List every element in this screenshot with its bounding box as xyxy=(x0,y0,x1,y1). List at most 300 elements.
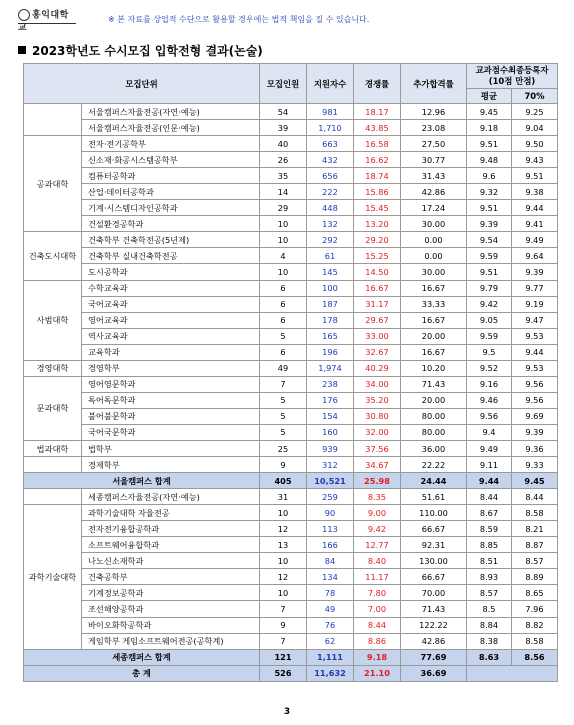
header-grade-line1: 교과점수최종등록자 xyxy=(475,65,549,75)
ratio-cell: 15.86 xyxy=(354,184,401,200)
ratio-cell: 40.29 xyxy=(354,360,401,376)
table-row xyxy=(24,505,558,521)
avg-cell: 8.57 xyxy=(467,585,512,601)
quota-cell: 6 xyxy=(260,296,307,312)
ratio-cell: 7.80 xyxy=(354,585,401,601)
college-cell xyxy=(24,457,82,473)
dept-cell: 건축공학부 xyxy=(82,569,260,585)
quota-cell: 25 xyxy=(260,440,307,456)
applicants-cell: 78 xyxy=(307,585,354,601)
dept-cell: 나노신소재학과 xyxy=(82,553,260,569)
avg-cell: 9.42 xyxy=(467,296,512,312)
ratio-cell: 14.50 xyxy=(354,264,401,280)
ratio-cell: 8.44 xyxy=(354,617,401,633)
p70-cell: 8.89 xyxy=(512,569,558,585)
extra-rate-cell: 71.43 xyxy=(401,376,467,392)
applicants-cell: 134 xyxy=(307,569,354,585)
results-table-body xyxy=(24,104,558,682)
dept-cell: 전자·전기공학부 xyxy=(82,136,260,152)
avg-cell: 9.51 xyxy=(467,136,512,152)
table-row xyxy=(24,184,558,200)
quota-cell: 10 xyxy=(260,505,307,521)
dept-cell: 불어불문학과 xyxy=(82,408,260,424)
extra-rate-cell: 16.67 xyxy=(401,280,467,296)
extra-rate-cell: 66.67 xyxy=(401,569,467,585)
p70-cell: 8.44 xyxy=(512,489,558,505)
sejong-total-row xyxy=(24,649,558,665)
avg-cell: 9.59 xyxy=(467,328,512,344)
p70-cell: 9.04 xyxy=(512,120,558,136)
table-row xyxy=(24,216,558,232)
table-row xyxy=(24,264,558,280)
dept-cell: 경제학부 xyxy=(82,457,260,473)
applicants-cell: 165 xyxy=(307,328,354,344)
dept-cell: 국어교육과 xyxy=(82,296,260,312)
quota-cell: 5 xyxy=(260,392,307,408)
p70-cell: 9.77 xyxy=(512,280,558,296)
quota-cell: 12 xyxy=(260,569,307,585)
sejong-total-row-label: 세종캠퍼스 합계 xyxy=(24,649,260,665)
quota-cell: 7 xyxy=(260,376,307,392)
dept-cell: 게임학부 게임소프트웨어전공(공학계) xyxy=(82,633,260,649)
p70-cell: 9.25 xyxy=(512,104,558,120)
p70-cell: 9.56 xyxy=(512,376,558,392)
ratio-cell: 11.17 xyxy=(354,569,401,585)
avg-cell: 9.51 xyxy=(467,264,512,280)
avg-cell: 9.5 xyxy=(467,344,512,360)
p70-cell: 9.47 xyxy=(512,312,558,328)
applicants-cell: 448 xyxy=(307,200,354,216)
avg-cell: 8.44 xyxy=(467,489,512,505)
ratio-cell: 32.00 xyxy=(354,424,401,440)
p70-cell: 9.43 xyxy=(512,152,558,168)
dept-cell: 신소재·화공시스템공학부 xyxy=(82,152,260,168)
page-title xyxy=(18,42,263,59)
quota-cell: 35 xyxy=(260,168,307,184)
sejong-total-row-p70: 8.56 xyxy=(512,649,558,665)
p70-cell: 9.39 xyxy=(512,264,558,280)
ratio-cell: 18.17 xyxy=(354,104,401,120)
college-cell xyxy=(24,489,82,505)
grand-total-row xyxy=(24,665,558,681)
college-cell: 사범대학 xyxy=(24,280,82,360)
extra-rate-cell: 42.86 xyxy=(401,633,467,649)
sejong-total-row-quota: 121 xyxy=(260,649,307,665)
applicants-cell: 49 xyxy=(307,601,354,617)
seoul-total-row-applicants: 10,521 xyxy=(307,473,354,489)
quota-cell: 7 xyxy=(260,601,307,617)
p70-cell: 9.44 xyxy=(512,200,558,216)
avg-cell: 9.05 xyxy=(467,312,512,328)
ratio-cell: 29.67 xyxy=(354,312,401,328)
applicants-cell: 238 xyxy=(307,376,354,392)
p70-cell: 9.33 xyxy=(512,457,558,473)
table-row xyxy=(24,408,558,424)
dept-cell: 국어국문학과 xyxy=(82,424,260,440)
ratio-cell: 18.74 xyxy=(354,168,401,184)
avg-cell: 9.16 xyxy=(467,376,512,392)
dept-cell: 경영학부 xyxy=(82,360,260,376)
avg-cell: 8.5 xyxy=(467,601,512,617)
table-row xyxy=(24,424,558,440)
dept-cell: 바이오화학공학과 xyxy=(82,617,260,633)
university-logo xyxy=(18,9,76,33)
applicants-cell: 160 xyxy=(307,424,354,440)
applicants-cell: 292 xyxy=(307,232,354,248)
avg-cell: 9.51 xyxy=(467,200,512,216)
applicants-cell: 1,710 xyxy=(307,120,354,136)
avg-cell: 8.93 xyxy=(467,569,512,585)
applicants-cell: 76 xyxy=(307,617,354,633)
header-grade-group xyxy=(467,64,558,89)
results-table xyxy=(23,63,558,682)
dept-cell: 조선해양공학과 xyxy=(82,601,260,617)
table-row xyxy=(24,360,558,376)
header-unit: 모집단위 xyxy=(24,64,260,104)
college-cell: 공과대학 xyxy=(24,136,82,232)
table-row xyxy=(24,344,558,360)
dept-cell: 건축학부 실내건축학전공 xyxy=(82,248,260,264)
seoul-total-row xyxy=(24,473,558,489)
table-row xyxy=(24,280,558,296)
college-cell xyxy=(24,104,82,136)
extra-rate-cell: 130.00 xyxy=(401,553,467,569)
p70-cell: 9.19 xyxy=(512,296,558,312)
avg-cell: 9.52 xyxy=(467,360,512,376)
extra-rate-cell: 17.24 xyxy=(401,200,467,216)
avg-cell: 9.49 xyxy=(467,440,512,456)
ratio-cell: 8.86 xyxy=(354,633,401,649)
applicants-cell: 939 xyxy=(307,440,354,456)
table-row xyxy=(24,457,558,473)
dept-cell: 법학부 xyxy=(82,440,260,456)
header-extra: 추가합격률 xyxy=(401,64,467,104)
seoul-total-row-extra: 24.44 xyxy=(401,473,467,489)
dept-cell: 컴퓨터공학과 xyxy=(82,168,260,184)
table-row xyxy=(24,633,558,649)
avg-cell: 9.6 xyxy=(467,168,512,184)
quota-cell: 10 xyxy=(260,264,307,280)
applicants-cell: 432 xyxy=(307,152,354,168)
ratio-cell: 9.42 xyxy=(354,521,401,537)
grand-total-row-applicants: 11,632 xyxy=(307,665,354,681)
quota-cell: 6 xyxy=(260,344,307,360)
table-row xyxy=(24,617,558,633)
extra-rate-cell: 110.00 xyxy=(401,505,467,521)
extra-rate-cell: 31.43 xyxy=(401,168,467,184)
extra-rate-cell: 12.96 xyxy=(401,104,467,120)
dept-cell: 서울캠퍼스자율전공(자연·예능) xyxy=(82,104,260,120)
avg-cell: 9.56 xyxy=(467,408,512,424)
extra-rate-cell: 80.00 xyxy=(401,424,467,440)
dept-cell: 건축학부 건축학전공(5년제) xyxy=(82,232,260,248)
grand-total-row-label: 총 계 xyxy=(24,665,260,681)
applicants-cell: 222 xyxy=(307,184,354,200)
applicants-cell: 178 xyxy=(307,312,354,328)
p70-cell: 9.56 xyxy=(512,392,558,408)
dept-cell: 독어독문학과 xyxy=(82,392,260,408)
table-row xyxy=(24,120,558,136)
p70-cell: 8.65 xyxy=(512,585,558,601)
p70-cell: 8.58 xyxy=(512,505,558,521)
p70-cell: 9.41 xyxy=(512,216,558,232)
ratio-cell: 8.35 xyxy=(354,489,401,505)
dept-cell: 과학기술대학 자율전공 xyxy=(82,505,260,521)
ratio-cell: 34.00 xyxy=(354,376,401,392)
dept-cell: 기계정보공학과 xyxy=(82,585,260,601)
applicants-cell: 656 xyxy=(307,168,354,184)
p70-cell: 8.21 xyxy=(512,521,558,537)
quota-cell: 13 xyxy=(260,537,307,553)
ratio-cell: 7.00 xyxy=(354,601,401,617)
p70-cell: 9.53 xyxy=(512,328,558,344)
quota-cell: 10 xyxy=(260,216,307,232)
quota-cell: 5 xyxy=(260,408,307,424)
ratio-cell: 15.45 xyxy=(354,200,401,216)
table-row xyxy=(24,200,558,216)
table-row xyxy=(24,601,558,617)
ratio-cell: 16.67 xyxy=(354,280,401,296)
ratio-cell: 13.20 xyxy=(354,216,401,232)
avg-cell: 9.32 xyxy=(467,184,512,200)
header-avg: 평균 xyxy=(467,89,512,104)
extra-rate-cell: 10.20 xyxy=(401,360,467,376)
table-row xyxy=(24,296,558,312)
applicants-cell: 166 xyxy=(307,537,354,553)
header-quota: 모집인원 xyxy=(260,64,307,104)
dept-cell: 역사교육과 xyxy=(82,328,260,344)
p70-cell: 9.36 xyxy=(512,440,558,456)
dept-cell: 세종캠퍼스자율전공(자연·예능) xyxy=(82,489,260,505)
extra-rate-cell: 42.86 xyxy=(401,184,467,200)
p70-cell: 8.57 xyxy=(512,553,558,569)
quota-cell: 12 xyxy=(260,521,307,537)
extra-rate-cell: 92.31 xyxy=(401,537,467,553)
avg-cell: 9.54 xyxy=(467,232,512,248)
ratio-cell: 29.20 xyxy=(354,232,401,248)
extra-rate-cell: 80.00 xyxy=(401,408,467,424)
ratio-cell: 8.40 xyxy=(354,553,401,569)
sejong-total-row-ratio: 9.18 xyxy=(354,649,401,665)
ratio-cell: 16.58 xyxy=(354,136,401,152)
quota-cell: 29 xyxy=(260,200,307,216)
dept-cell: 서울캠퍼스자율전공(인문·예능) xyxy=(82,120,260,136)
extra-rate-cell: 36.00 xyxy=(401,440,467,456)
dept-cell: 영어교육과 xyxy=(82,312,260,328)
p70-cell: 9.50 xyxy=(512,136,558,152)
seoul-total-row-p70: 9.45 xyxy=(512,473,558,489)
copyright-notice: ※ 본 자료를 상업적 수단으로 활용할 경우에는 법적 책임을 질 수 있습니다. xyxy=(108,15,370,24)
avg-cell: 8.59 xyxy=(467,521,512,537)
dept-cell: 수학교육과 xyxy=(82,280,260,296)
extra-rate-cell: 51.61 xyxy=(401,489,467,505)
applicants-cell: 312 xyxy=(307,457,354,473)
extra-rate-cell: 71.43 xyxy=(401,601,467,617)
ratio-cell: 43.85 xyxy=(354,120,401,136)
ratio-cell: 9.00 xyxy=(354,505,401,521)
dept-cell: 교육학과 xyxy=(82,344,260,360)
avg-cell: 8.67 xyxy=(467,505,512,521)
p70-cell: 9.49 xyxy=(512,232,558,248)
quota-cell: 39 xyxy=(260,120,307,136)
table-row xyxy=(24,328,558,344)
avg-cell: 8.38 xyxy=(467,633,512,649)
extra-rate-cell: 20.00 xyxy=(401,392,467,408)
college-cell: 과학기술대학 xyxy=(24,505,82,649)
ratio-cell: 34.67 xyxy=(354,457,401,473)
grand-total-row-extra: 36.69 xyxy=(401,665,467,681)
college-cell: 법과대학 xyxy=(24,440,82,456)
table-row xyxy=(24,585,558,601)
ratio-cell: 35.20 xyxy=(354,392,401,408)
avg-cell: 8.51 xyxy=(467,553,512,569)
p70-cell: 8.58 xyxy=(512,633,558,649)
dept-cell: 도시공학과 xyxy=(82,264,260,280)
seoul-total-row-label: 서울캠퍼스 합계 xyxy=(24,473,260,489)
quota-cell: 9 xyxy=(260,617,307,633)
p70-cell: 8.87 xyxy=(512,537,558,553)
p70-cell: 9.53 xyxy=(512,360,558,376)
avg-cell: 9.18 xyxy=(467,120,512,136)
avg-cell: 9.59 xyxy=(467,248,512,264)
sejong-total-row-avg: 8.63 xyxy=(467,649,512,665)
table-row xyxy=(24,136,558,152)
logo-text: 홍익대학교 xyxy=(18,10,69,33)
applicants-cell: 145 xyxy=(307,264,354,280)
table-row xyxy=(24,392,558,408)
emblem-icon xyxy=(18,9,30,21)
p70-cell: 9.51 xyxy=(512,168,558,184)
applicants-cell: 90 xyxy=(307,505,354,521)
table-row xyxy=(24,248,558,264)
p70-cell: 9.39 xyxy=(512,424,558,440)
quota-cell: 54 xyxy=(260,104,307,120)
table-row xyxy=(24,537,558,553)
applicants-cell: 663 xyxy=(307,136,354,152)
sejong-total-row-extra: 77.69 xyxy=(401,649,467,665)
applicants-cell: 113 xyxy=(307,521,354,537)
avg-cell: 9.45 xyxy=(467,104,512,120)
extra-rate-cell: 20.00 xyxy=(401,328,467,344)
quota-cell: 6 xyxy=(260,312,307,328)
table-row xyxy=(24,152,558,168)
avg-cell: 9.48 xyxy=(467,152,512,168)
ratio-cell: 31.17 xyxy=(354,296,401,312)
header-applicants: 지원자수 xyxy=(307,64,354,104)
applicants-cell: 981 xyxy=(307,104,354,120)
table-row xyxy=(24,553,558,569)
ratio-cell: 12.77 xyxy=(354,537,401,553)
quota-cell: 31 xyxy=(260,489,307,505)
extra-rate-cell: 22.22 xyxy=(401,457,467,473)
table-row xyxy=(24,104,558,120)
college-cell: 경영대학 xyxy=(24,360,82,376)
avg-cell: 8.85 xyxy=(467,537,512,553)
grand-total-row-empty xyxy=(467,665,558,681)
avg-cell: 9.39 xyxy=(467,216,512,232)
table-row xyxy=(24,440,558,456)
p70-cell: 9.64 xyxy=(512,248,558,264)
extra-rate-cell: 0.00 xyxy=(401,232,467,248)
grand-total-row-quota: 526 xyxy=(260,665,307,681)
seoul-total-row-ratio: 25.98 xyxy=(354,473,401,489)
avg-cell: 9.4 xyxy=(467,424,512,440)
extra-rate-cell: 30.00 xyxy=(401,264,467,280)
applicants-cell: 62 xyxy=(307,633,354,649)
extra-rate-cell: 27.50 xyxy=(401,136,467,152)
quota-cell: 5 xyxy=(260,328,307,344)
quota-cell: 9 xyxy=(260,457,307,473)
header-grade-line2: (10점 만점) xyxy=(488,76,536,86)
ratio-cell: 33.00 xyxy=(354,328,401,344)
applicants-cell: 176 xyxy=(307,392,354,408)
extra-rate-cell: 122.22 xyxy=(401,617,467,633)
table-row xyxy=(24,232,558,248)
ratio-cell: 15.25 xyxy=(354,248,401,264)
quota-cell: 6 xyxy=(260,280,307,296)
dept-cell: 건설환경공학과 xyxy=(82,216,260,232)
p70-cell: 7.96 xyxy=(512,601,558,617)
avg-cell: 9.46 xyxy=(467,392,512,408)
applicants-cell: 259 xyxy=(307,489,354,505)
table-row xyxy=(24,312,558,328)
dept-cell: 소프트웨어융합학과 xyxy=(82,537,260,553)
dept-cell: 전자전기융합공학과 xyxy=(82,521,260,537)
dept-cell: 산업·데이터공학과 xyxy=(82,184,260,200)
applicants-cell: 196 xyxy=(307,344,354,360)
ratio-cell: 32.67 xyxy=(354,344,401,360)
avg-cell: 9.79 xyxy=(467,280,512,296)
quota-cell: 5 xyxy=(260,424,307,440)
seoul-total-row-quota: 405 xyxy=(260,473,307,489)
extra-rate-cell: 23.08 xyxy=(401,120,467,136)
ratio-cell: 37.56 xyxy=(354,440,401,456)
quota-cell: 10 xyxy=(260,585,307,601)
applicants-cell: 1,974 xyxy=(307,360,354,376)
dept-cell: 기계·시스템디자인공학과 xyxy=(82,200,260,216)
extra-rate-cell: 66.67 xyxy=(401,521,467,537)
dept-cell: 영어영문학과 xyxy=(82,376,260,392)
college-cell: 문과대학 xyxy=(24,376,82,440)
extra-rate-cell: 30.77 xyxy=(401,152,467,168)
seoul-total-row-avg: 9.44 xyxy=(467,473,512,489)
college-cell: 건축도시대학 xyxy=(24,232,82,280)
extra-rate-cell: 16.67 xyxy=(401,312,467,328)
applicants-cell: 61 xyxy=(307,248,354,264)
applicants-cell: 84 xyxy=(307,553,354,569)
ratio-cell: 30.80 xyxy=(354,408,401,424)
avg-cell: 8.84 xyxy=(467,617,512,633)
applicants-cell: 187 xyxy=(307,296,354,312)
p70-cell: 9.44 xyxy=(512,344,558,360)
quota-cell: 40 xyxy=(260,136,307,152)
table-row xyxy=(24,521,558,537)
p70-cell: 9.69 xyxy=(512,408,558,424)
quota-cell: 4 xyxy=(260,248,307,264)
p70-cell: 9.38 xyxy=(512,184,558,200)
table-row xyxy=(24,569,558,585)
extra-rate-cell: 0.00 xyxy=(401,248,467,264)
extra-rate-cell: 30.00 xyxy=(401,216,467,232)
p70-cell: 8.82 xyxy=(512,617,558,633)
table-row xyxy=(24,489,558,505)
avg-cell: 9.11 xyxy=(467,457,512,473)
quota-cell: 10 xyxy=(260,232,307,248)
quota-cell: 49 xyxy=(260,360,307,376)
applicants-cell: 100 xyxy=(307,280,354,296)
table-row xyxy=(24,376,558,392)
grand-total-row-ratio: 21.10 xyxy=(354,665,401,681)
